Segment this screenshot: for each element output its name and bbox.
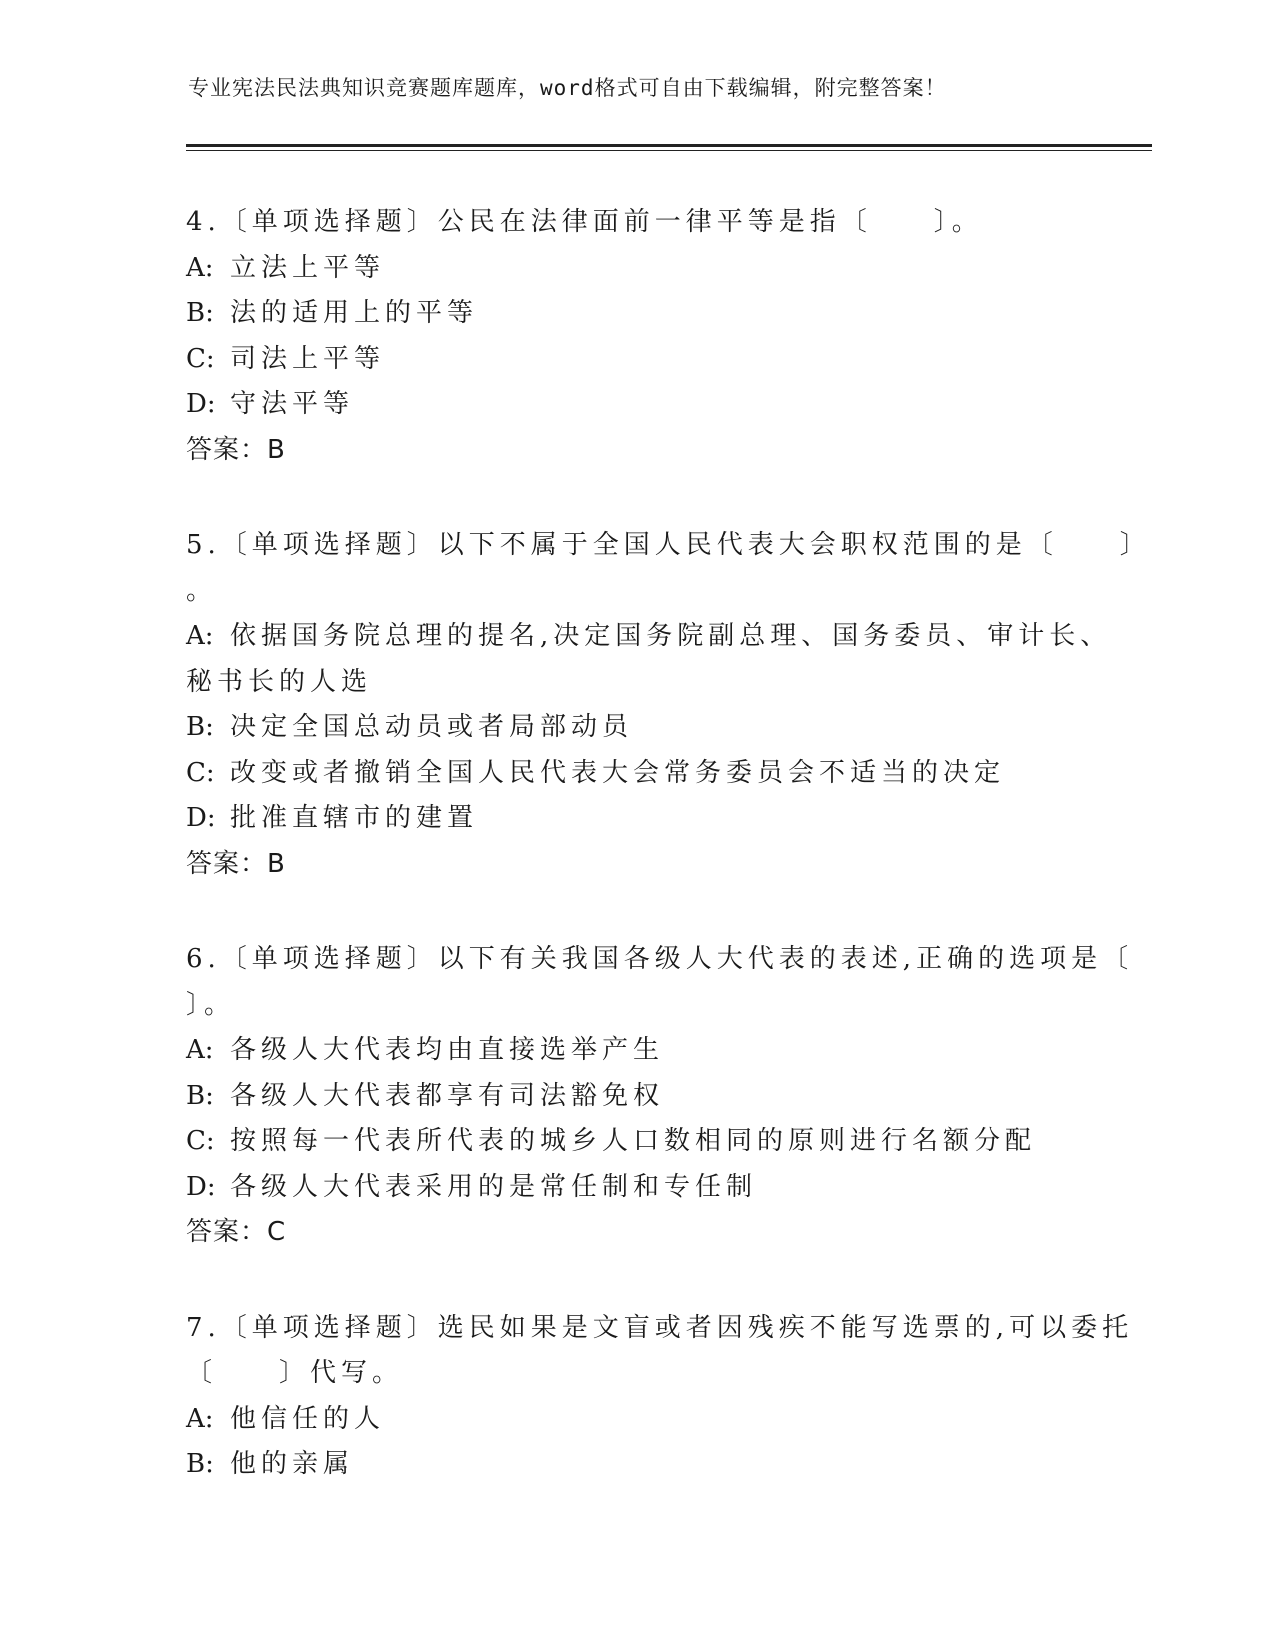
- option-key: C:: [186, 1126, 215, 1156]
- question-stem: 5.〔单项选择题〕以下不属于全国人民代表大会职权范围的是〔 〕: [186, 530, 1151, 560]
- option-d: [186, 796, 1086, 842]
- answer: 答案：B: [186, 848, 286, 879]
- header-rule-thick: [186, 144, 1152, 147]
- option-text: 批准直辖市的建置: [230, 803, 479, 833]
- option-key: D:: [186, 1171, 216, 1202]
- option-d: [186, 1165, 1086, 1211]
- option-text: 守法平等: [230, 389, 355, 419]
- option-a: [186, 614, 1112, 660]
- option-text: 他的亲属: [230, 1449, 355, 1479]
- option-a-continued: 秘书长的人选: [186, 666, 373, 697]
- option-text: 按照每一代表所代表的城乡人口数相同的原则进行名额分配: [230, 1126, 1037, 1156]
- option-key: C:: [186, 757, 215, 788]
- option-b: [186, 1074, 1086, 1120]
- question-stem-continued: 。: [186, 575, 218, 606]
- question-stem: 7.〔单项选择题〕选民如果是文盲或者因残疾不能写选票的,可以委托: [186, 1312, 1134, 1343]
- header-rule-thin: [186, 150, 1152, 151]
- option-b: [186, 291, 1086, 337]
- option-text: 司法上平等: [230, 343, 386, 374]
- option-key: D:: [186, 803, 216, 833]
- option-key: B:: [186, 1080, 214, 1111]
- option-c: [186, 751, 1086, 797]
- question-6: [186, 937, 1134, 1256]
- document-header: 专业宪法民法典知识竞赛题库题库，word格式可自由下载编辑，附完整答案！: [188, 76, 947, 100]
- answer: 答案：B: [186, 434, 286, 465]
- option-text: 决定全国总动员或者局部动员: [230, 712, 634, 742]
- answer: 答案：C: [186, 1217, 287, 1247]
- option-key: A:: [186, 1035, 214, 1065]
- option-key: D:: [186, 389, 216, 419]
- option-text: 依据国务院总理的提名,决定国务院副总理、国务委员、审计长、: [230, 621, 1112, 651]
- question-stem: 6.〔单项选择题〕以下有关我国各级人大代表的表述,正确的选项是〔: [186, 944, 1134, 974]
- option-key: A:: [186, 1403, 214, 1434]
- option-text: 他信任的人: [230, 1403, 386, 1434]
- question-5: [186, 523, 1151, 887]
- option-text: 各级人大代表都享有司法豁免权: [230, 1080, 665, 1111]
- option-key: B:: [186, 1449, 214, 1479]
- option-b: [186, 1442, 1086, 1488]
- option-text: 法的适用上的平等: [230, 298, 479, 328]
- option-key: A:: [186, 252, 214, 283]
- option-a: [186, 1028, 1086, 1074]
- option-key: A:: [186, 621, 214, 651]
- option-text: 各级人大代表均由直接选举产生: [230, 1035, 665, 1065]
- question-4: [186, 200, 1086, 473]
- option-c: [186, 337, 1086, 383]
- option-a: [186, 246, 1086, 292]
- question-stem-continued: 〕。: [186, 989, 236, 1020]
- option-a: [186, 1397, 1086, 1443]
- option-key: C:: [186, 343, 215, 374]
- option-b: [186, 705, 1086, 751]
- question-list: [186, 200, 1151, 1538]
- question-stem-continued: 〔 〕代写。: [186, 1358, 404, 1388]
- option-key: B:: [186, 298, 214, 328]
- option-text: 改变或者撤销全国人民代表大会常务委员会不适当的决定: [230, 757, 1006, 788]
- question-stem: 4.〔单项选择题〕公民在法律面前一律平等是指〔 〕。: [186, 207, 983, 237]
- question-7: [186, 1306, 1134, 1488]
- option-key: B:: [186, 712, 214, 742]
- option-d: [186, 382, 1086, 428]
- option-c: [186, 1119, 1086, 1165]
- option-text: 各级人大代表采用的是常任制和专任制: [230, 1171, 758, 1202]
- option-text: 立法上平等: [230, 252, 386, 283]
